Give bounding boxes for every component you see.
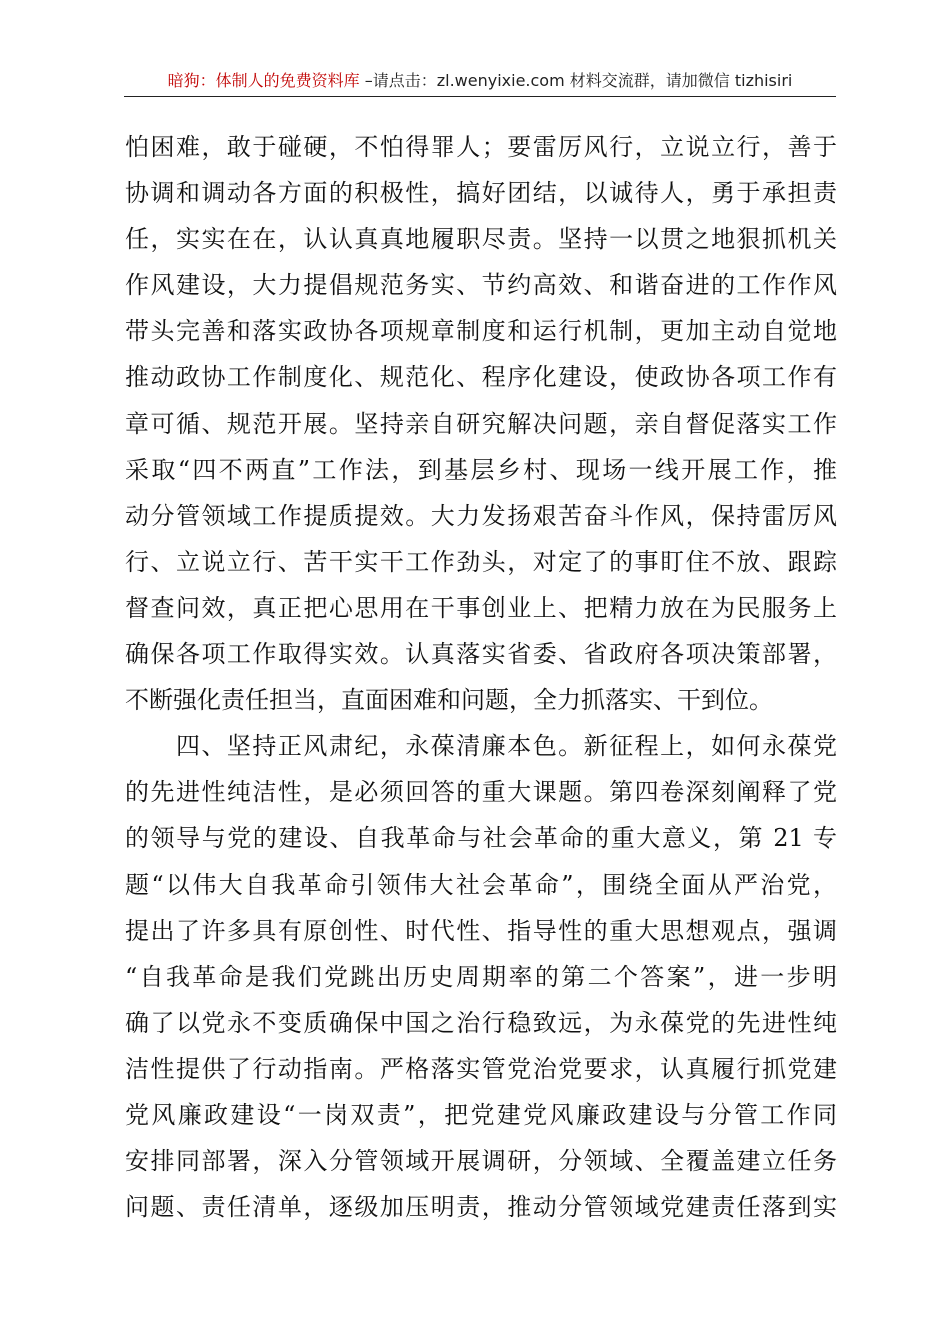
document-body (125, 124, 837, 1230)
text-line: 确保各项工作取得实效。认真落实省委、省政府各项决策部署， (125, 640, 837, 669)
page-header (124, 66, 836, 96)
text-line: 提出了许多具有原创性、时代性、指导性的重大思想观点，强调 (125, 916, 837, 945)
text-line: 推动政协工作制度化、规范化、程序化建设，使政协各项工作有 (125, 363, 837, 392)
text-line: 带头完善和落实政协各项规章制度和运行机制，更加主动自觉地 (125, 317, 837, 346)
text-line: 任，实实在在，认认真真地履职尽责。坚持一以贯之地狠抓机关 (125, 225, 837, 254)
section-heading-line: 四、坚持正风肃纪，永葆清廉本色。新征程上，如何永葆党 (125, 732, 837, 761)
header-brand: 暗狗：体制人的免费资料库 (167, 71, 360, 90)
header-contact: 材料交流群，请加微信 tizhisiri (569, 71, 793, 90)
text-line: 的领导与党的建设、自我革命与社会革命的重大意义，第 21 专 (125, 824, 837, 853)
text-line: 行、立说立行、苦干实干工作劲头，对定了的事盯住不放、跟踪 (125, 547, 837, 576)
text-line: 协调和调动各方面的积极性，搞好团结，以诚待人，勇于承担责 (125, 179, 837, 208)
text-line: 的先进性纯洁性，是必须回答的重大课题。第四卷深刻阐释了党 (125, 778, 837, 807)
text-line: 作风建设，大力提倡规范务实、节约高效、和谐奋进的工作作风 (125, 271, 837, 300)
text-line: 采取“四不两直”工作法，到基层乡村、现场一线开展工作，推 (125, 455, 837, 484)
text-line: 确了以党永不变质确保中国之治行稳致远，为永葆党的先进性纯 (125, 1008, 837, 1037)
header-prompt: –请点击： (359, 71, 437, 90)
text-line: 安排同部署，深入分管领域开展调研，分领域、全覆盖建立任务 (125, 1147, 837, 1176)
text-line: 督查问效，真正把心思用在干事创业上、把精力放在为民服务上 (125, 593, 837, 622)
text-line: 题“以伟大自我革命引领伟大社会革命”，围绕全面从严治党， (125, 870, 837, 899)
text-line: 问题、责任清单，逐级加压明责，推动分管领域党建责任落到实 (125, 1193, 837, 1222)
text-line: 怕困难，敢于碰硬，不怕得罪人；要雷厉风行，立说立行，善于 (125, 133, 837, 161)
text-line: 洁性提供了行动指南。严格落实管党治党要求，认真履行抓党建 (125, 1054, 837, 1083)
paragraph-end-line: 不断强化责任担当，直面困难和问题，全力抓落实、干到位。 (125, 686, 773, 715)
header-link[interactable]: zl.wenyixie.com (436, 71, 565, 90)
text-line: 动分管领域工作提质提效。大力发扬艰苦奋斗作风，保持雷厉风 (125, 501, 837, 530)
text-line: 章可循、规范开展。坚持亲自研究解决问题，亲自督促落实工作 (125, 409, 837, 438)
text-line: 党风廉政建设“一岗双责”，把党建党风廉政建设与分管工作同 (125, 1100, 837, 1129)
text-line: “自我革命是我们党跳出历史周期率的第二个答案”，进一步明 (125, 962, 837, 991)
header-divider (124, 96, 836, 97)
